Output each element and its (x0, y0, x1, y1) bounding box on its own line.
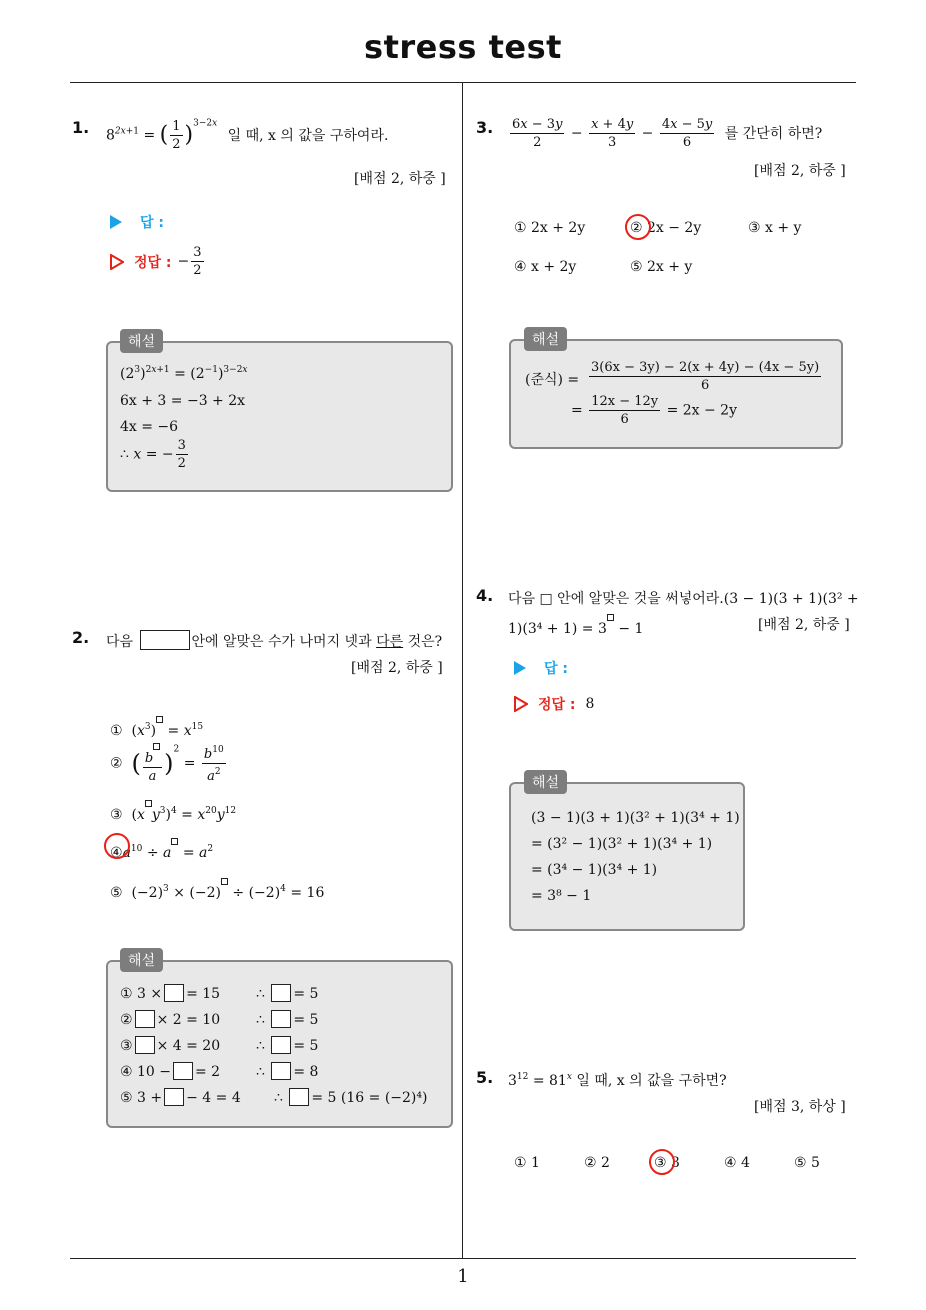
q5-choice-2[interactable]: ② 2 (584, 1155, 610, 1171)
q1-correct-value: − $\frac{3}{2}$ (177, 245, 202, 278)
q5-choice-3[interactable]: ③ 3 (654, 1155, 680, 1171)
correct-label: 정답 : (538, 697, 576, 713)
q3-explanation-tag: 해설 (524, 327, 567, 351)
q4-exp-line-1: (3 − 1)(3 + 1)(3² + 1)(3⁴ + 1) (531, 810, 740, 826)
q1-question-tail: 일 때, x 의 값을 구하여라. (227, 127, 389, 144)
q5-choice-1[interactable]: ① 1 (514, 1155, 540, 1171)
answer-label: 답 : (140, 215, 164, 231)
q2-exp-line-4-result: ∴ = 8 (256, 1064, 319, 1080)
q4-meta: [배점 2, 하중 ] (758, 617, 850, 633)
q5-meta: [배점 3, 하상 ] (754, 1099, 846, 1115)
q3-exp-lead: (준식) = (525, 372, 580, 388)
q4-number: 4. (476, 586, 494, 605)
q1-exp-line-3: 4x = −6 (120, 419, 179, 435)
q5-question-tail: 일 때, x 의 값을 구하면? (576, 1073, 727, 1089)
q1-answer-row (110, 212, 164, 232)
q2-exp-line-2: ② × 2 = 10 (120, 1012, 221, 1028)
q3-exp-frac-1: $\frac{3(6x - 3y) - 2(x + 4y) - (4x - 5y)}{6}$ (591, 360, 820, 393)
q1-question: $8^{2x+1}$ = ( $\frac{1}{2}$ )$^{3-2x}$ 일 때, x 의 값을 구하여라. (106, 118, 389, 152)
q4-explanation-box (509, 782, 745, 931)
q2-choice-3[interactable]: ③ (x $y^3)^4 = x^{20}y^{12}$ (110, 800, 236, 823)
q5-choice-5[interactable]: ⑤ 5 (794, 1155, 820, 1171)
q1-exp-line-4: ∴ x = − $\frac{3}{2}$ (120, 438, 186, 471)
q2-choice-5[interactable]: ⑤ $(-2)^3 \times (-2) \div (-2)^4 = 16$ (110, 878, 324, 901)
q4-correct-value: 8 (585, 696, 595, 712)
q3-answer-circle-mark (625, 214, 651, 240)
correct-triangle-icon (514, 696, 528, 712)
q3-choice-5[interactable]: ⑤ 2x + y (630, 259, 693, 275)
footer-rule (70, 1258, 856, 1259)
q4-answer-row (514, 658, 568, 678)
q3-exp-line-2: = $\frac{12x - 12y}{6}$ = 2x − 2y (571, 394, 737, 427)
q2-choice-1[interactable]: ① $(x^3) = x^{15}$ (110, 716, 203, 739)
q3-choice-3[interactable]: ③ x + y (748, 220, 802, 236)
q1-correct-row (110, 244, 206, 279)
q3-number: 3. (476, 118, 494, 137)
q5-choice-4[interactable]: ④ 4 (724, 1155, 750, 1171)
q2-exp-line-5: ⑤ 3 + − 4 = 4 (120, 1090, 241, 1106)
q4-exp-line-3: = (3⁴ − 1)(3⁴ + 1) (531, 862, 658, 878)
q1-meta: [배점 2, 하중 ] (354, 171, 446, 187)
q1-exp-line-2: 6x + 3 = −3 + 2x (120, 393, 246, 409)
page-title: stress test (364, 28, 562, 66)
q4-explanation-tag: 해설 (524, 770, 567, 794)
column-divider (462, 83, 463, 1258)
q3-meta: [배점 2, 하중 ] (754, 163, 846, 179)
answer-label: 답 : (544, 661, 568, 677)
q2-explanation-tag: 해설 (120, 948, 163, 972)
answer-triangle-icon (110, 215, 122, 229)
q2-blank-box (140, 630, 190, 650)
q3-choice-4[interactable]: ④ x + 2y (514, 259, 577, 275)
correct-triangle-icon (110, 254, 124, 270)
q4-question-line-1: 다음 □ 안에 알맞은 것을 써넣어라.(3 − 1)(3 + 1)(3² + (508, 591, 859, 607)
header-rule (70, 82, 856, 83)
q3-choice-2[interactable]: ② 2x − 2y (630, 220, 702, 236)
q4-exp-line-2: = (3² − 1)(3² + 1)(3⁴ + 1) (531, 836, 713, 852)
q2-number: 2. (72, 628, 90, 647)
q2-exp-line-3: ③ × 4 = 20 (120, 1038, 221, 1054)
q1-exp-line-1: $(2^3)^{2x+1} = (2^{-1})^{3-2x}$ (120, 365, 248, 382)
q3-explanation-box (509, 339, 843, 449)
q2-exp-line-4: ④ 10 − = 2 (120, 1064, 221, 1080)
q3-question: $\frac{6x - 3y}{2}$ − $\frac{x + 4y}{3}$ − $\frac{4x - 5y}{6}$ 를 간단히 하면? (512, 117, 823, 150)
correct-label: 정답 : (134, 254, 172, 271)
q2-exp-line-3-result: ∴ = 5 (256, 1038, 319, 1054)
q5-number: 5. (476, 1068, 494, 1087)
page-number: 1 (457, 1266, 469, 1287)
q4-question-line-2: 1)(3⁴ + 1) = 3 − 1 (508, 614, 643, 637)
q2-explanation-box (106, 960, 453, 1128)
q4-correct-row (514, 694, 594, 714)
q2-exp-line-1: ① 3 × = 15 (120, 986, 221, 1002)
q2-answer-circle-mark (104, 833, 130, 859)
q5-answer-circle-mark (649, 1149, 675, 1175)
q2-exp-line-5-result: ∴ = 5 (16 = (−2)⁴) (274, 1090, 428, 1106)
q2-exp-line-1-result: ∴ = 5 (256, 986, 319, 1002)
q2-choice-4[interactable]: $④a^{10} \div a = a^2$ (110, 838, 213, 861)
q1-number: 1. (72, 118, 90, 137)
q2-exp-line-2-result: ∴ = 5 (256, 1012, 319, 1028)
q3-question-tail: 를 간단히 하면? (724, 125, 823, 142)
q5-question: $3^{12} = 81^x$ 일 때, x 의 값을 구하면? (508, 1072, 727, 1089)
q2-question: 다음 안에 알맞은 수가 나머지 넷과 다른 것은? (106, 630, 442, 651)
q1-explanation-box (106, 341, 453, 492)
q2-meta: [배점 2, 하중 ] (351, 660, 443, 676)
q1-explanation-tag: 해설 (120, 329, 163, 353)
answer-triangle-icon (514, 661, 526, 675)
q2-choice-2[interactable]: ② ( $\frac{b}{a}$ )$^2$ = $\frac{b^{10}}{a^2}$ (110, 742, 228, 785)
q3-choice-1[interactable]: ① 2x + 2y (514, 220, 586, 236)
q4-exp-line-4: = 3⁸ − 1 (531, 888, 592, 904)
